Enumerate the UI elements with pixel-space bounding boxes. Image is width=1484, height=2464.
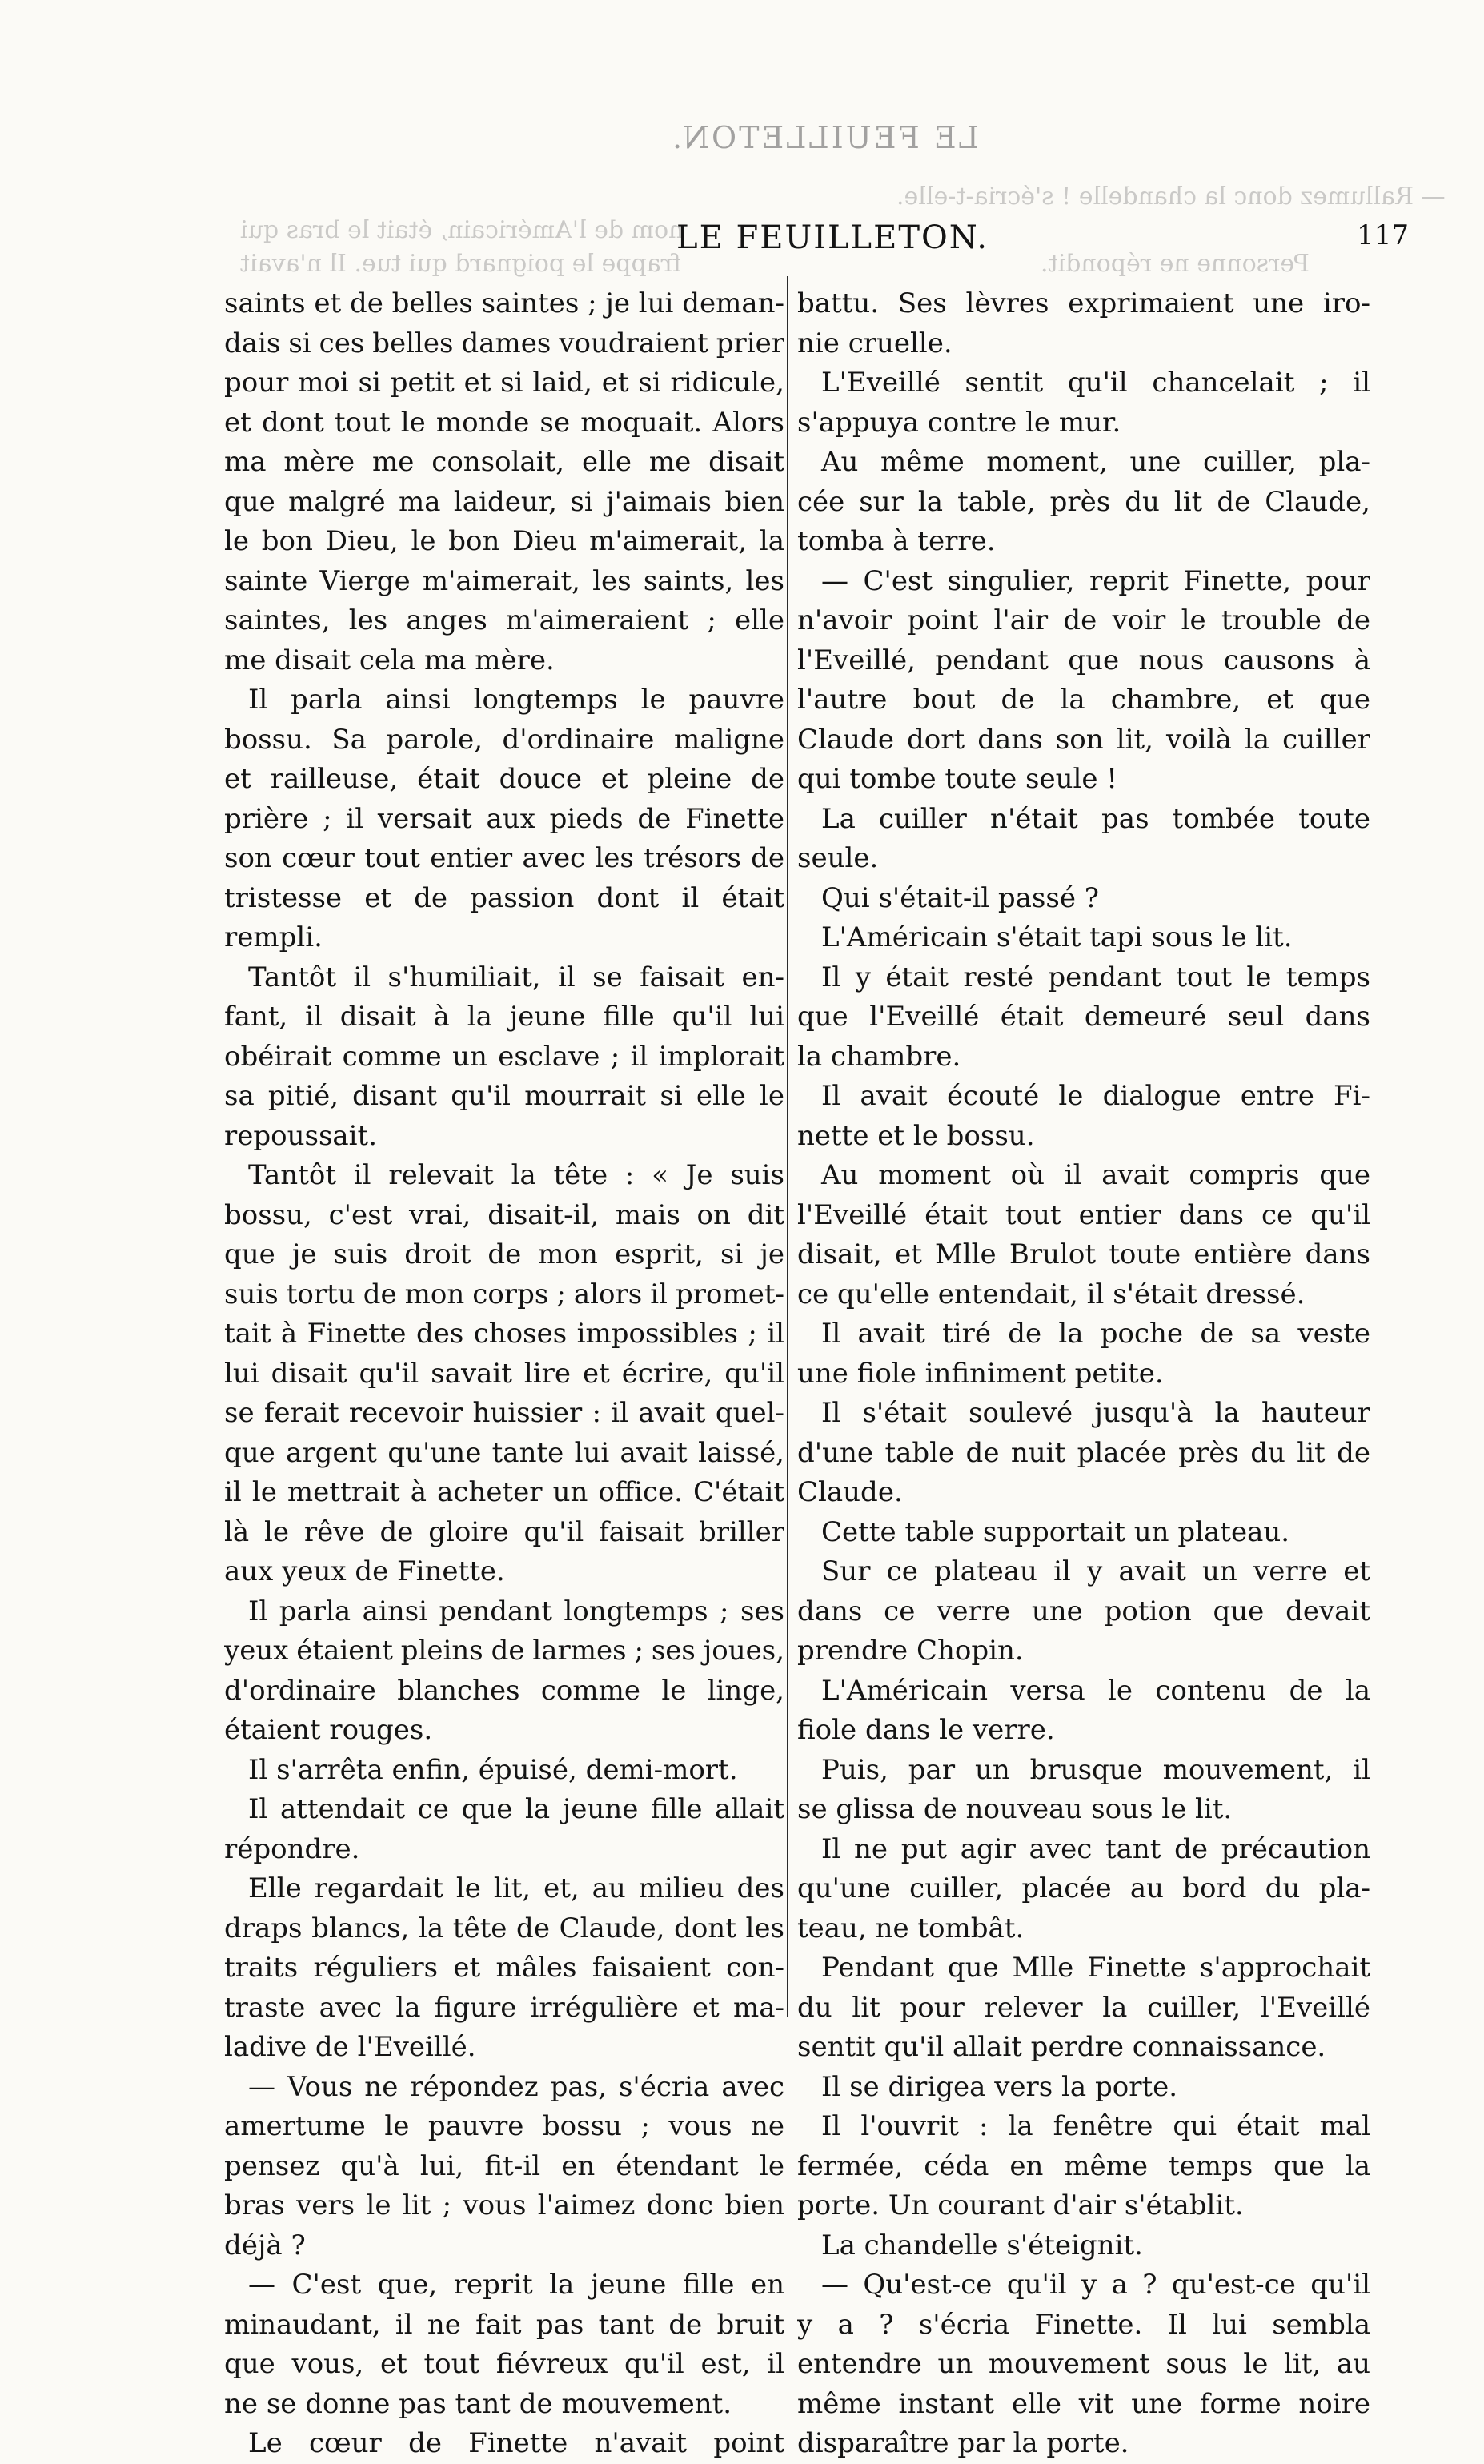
text-line: Il parla ainsi longtemps le pauvre bbox=[248, 684, 784, 716]
text-line: du lit pour relever la cuiller, l'Eveillé bbox=[797, 1991, 1370, 2024]
text-line: Cette table supportait un plateau. bbox=[821, 1515, 1290, 1548]
text-line: Au moment où il avait compris que bbox=[821, 1159, 1370, 1191]
text-line: là le rêve de gloire qu'il faisait briller bbox=[224, 1515, 784, 1548]
text-line: s'appuya contre le mur. bbox=[797, 406, 1121, 439]
text-line: une fiole infiniment petite. bbox=[797, 1357, 1164, 1390]
text-line: fermée, céda en même temps que la bbox=[797, 2149, 1370, 2182]
text-line: Il attendait ce que la jeune fille allait bbox=[248, 1793, 784, 1825]
text-line: d'ordinaire blanches comme le linge, bbox=[224, 1674, 784, 1707]
text-line: Qui s'était-il passé ? bbox=[821, 881, 1099, 914]
text-line: obéirait comme un esclave ; il implorait bbox=[224, 1040, 784, 1073]
page-number: 117 bbox=[1357, 219, 1409, 251]
text-line: tait à Finette des choses impossibles ; il bbox=[224, 1318, 784, 1350]
text-line: dans ce verre une potion que devait bbox=[797, 1595, 1370, 1627]
column-left bbox=[224, 284, 784, 2464]
text-line: se ferait recevoir huissier : il avait quel- bbox=[224, 1397, 784, 1429]
text-line: pensez qu'à lui, fit-il en étendant le bbox=[224, 2149, 784, 2182]
text-line: minaudant, il ne fait pas tant de bruit bbox=[224, 2308, 784, 2341]
text-line: son cœur tout entier avec les trésors de bbox=[224, 842, 784, 874]
text-line: — C'est singulier, reprit Finette, pour bbox=[821, 564, 1370, 597]
text-line: — Qu'est-ce qu'il y a ? qu'est-ce qu'il bbox=[821, 2269, 1370, 2301]
text-line: fiole dans le verre. bbox=[797, 1714, 1055, 1746]
text-line: Claude. bbox=[797, 1476, 903, 1508]
text-line: Sur ce plateau il y avait un verre et bbox=[821, 1555, 1370, 1587]
text-line: y a ? s'écria Finette. Il lui sembla bbox=[797, 2308, 1370, 2341]
text-line: nie cruelle. bbox=[797, 327, 953, 359]
text-line: l'autre bout de la chambre, et que bbox=[797, 684, 1370, 716]
text-line: et railleuse, était douce et pleine de bbox=[224, 763, 784, 795]
text-line: étaient rouges. bbox=[224, 1714, 433, 1746]
text-line: — C'est que, reprit la jeune fille en bbox=[248, 2269, 784, 2301]
text-line: Au même moment, une cuiller, pla- bbox=[821, 446, 1370, 478]
text-line: que vous, et tout fiévreux qu'il est, il bbox=[224, 2348, 784, 2380]
text-line: répondre. bbox=[224, 1832, 360, 1865]
text-line: fant, il disait à la jeune fille qu'il lui bbox=[224, 1001, 784, 1033]
text-line: Claude dort dans son lit, voilà la cuiller bbox=[797, 723, 1370, 756]
text-line: dais si ces belles dames voudraient prier bbox=[224, 327, 784, 359]
page-header: LE FEUILLETON. bbox=[676, 219, 989, 256]
text-line: saintes, les anges m'aimeraient ; elle bbox=[224, 604, 784, 636]
text-line: Pendant que Mlle Finette s'approchait bbox=[821, 1952, 1370, 1984]
text-line: l'Eveillé était tout entier dans ce qu'il bbox=[797, 1198, 1370, 1231]
text-line: prière ; il versait aux pieds de Finette bbox=[224, 802, 784, 835]
text-line: traste avec la figure irrégulière et ma- bbox=[224, 1991, 784, 2024]
text-line: Il y était resté pendant tout le temps bbox=[821, 961, 1370, 993]
text-line: Elle regardait le lit, et, au milieu des bbox=[248, 1872, 784, 1904]
text-line: ce qu'elle entendait, il s'était dressé. bbox=[797, 1278, 1306, 1310]
text-line: déjà ? bbox=[224, 2229, 306, 2261]
text-line: La cuiller n'était pas tombée toute bbox=[821, 802, 1370, 835]
text-line: qu'une cuiller, placée au bord du pla- bbox=[797, 1872, 1370, 1904]
text-line: même instant elle vit une forme noire bbox=[797, 2387, 1370, 2420]
text-line: lui disait qu'il savait lire et écrire, qu'il bbox=[224, 1357, 784, 1390]
text-line: saints et de belles saintes ; je lui deman- bbox=[224, 287, 784, 319]
text-line: amertume le pauvre bossu ; vous ne bbox=[224, 2110, 784, 2142]
text-line: Il ne put agir avec tant de précaution bbox=[821, 1832, 1370, 1865]
bleed-line: nom de l'Américain, était le bras qui bbox=[240, 216, 684, 244]
text-line: — Vous ne répondez pas, s'écria avec bbox=[248, 2070, 784, 2103]
text-line: et dont tout le monde se moquait. Alors bbox=[224, 406, 784, 439]
text-line: Tantôt il s'humiliait, il se faisait en- bbox=[248, 961, 784, 993]
text-line: Il avait écouté le dialogue entre Fi- bbox=[821, 1080, 1370, 1112]
text-line: cée sur la table, près du lit de Claude, bbox=[797, 485, 1370, 518]
text-line: ladive de l'Eveillé. bbox=[224, 2031, 476, 2063]
mirror-header: LE FEUILLETON. bbox=[670, 120, 979, 155]
text-line: tristesse et de passion dont il était bbox=[224, 881, 784, 914]
text-line: bossu, c'est vrai, disait-il, mais on dit bbox=[224, 1198, 784, 1231]
text-line: La chandelle s'éteignit. bbox=[821, 2229, 1143, 2261]
text-line: prendre Chopin. bbox=[797, 1635, 1024, 1667]
text-line: sa pitié, disant qu'il mourrait si elle le bbox=[224, 1080, 784, 1112]
text-line: repoussait. bbox=[224, 1119, 378, 1152]
text-line: yeux étaient pleins de larmes ; ses joues, bbox=[224, 1635, 784, 1667]
bleed-line: Personne ne répondit. bbox=[1041, 250, 1310, 278]
text-line: qui tombe toute seule ! bbox=[797, 763, 1117, 795]
text-line: bossu. Sa parole, d'ordinaire maligne bbox=[224, 723, 784, 756]
text-line: Tantôt il relevait la tête : « Je suis bbox=[248, 1159, 784, 1191]
text-line: draps blancs, la tête de Claude, dont les bbox=[224, 1912, 784, 1944]
text-line: rempli. bbox=[224, 921, 323, 953]
bleed-line: frappe le poignard qui tue. Il n'avait bbox=[240, 250, 682, 278]
text-line: tomba à terre. bbox=[797, 525, 996, 557]
text-line: bras vers le lit ; vous l'aimez donc bien bbox=[224, 2189, 784, 2221]
text-line: d'une table de nuit placée près du lit de bbox=[797, 1436, 1370, 1469]
text-line: Il s'arrêta enfin, épuisé, demi-mort. bbox=[248, 1753, 738, 1786]
text-line: que argent qu'une tante lui avait laissé, bbox=[224, 1436, 784, 1469]
column-right bbox=[797, 284, 1370, 2464]
text-line: L'Eveillé sentit qu'il chancelait ; il bbox=[821, 367, 1370, 399]
text-line: seule. bbox=[797, 842, 879, 874]
text-line: nette et le bossu. bbox=[797, 1119, 1035, 1152]
text-line: l'Eveillé, pendant que nous causons à bbox=[797, 644, 1370, 676]
text-line: sainte Vierge m'aimerait, les saints, les bbox=[224, 564, 784, 597]
text-line: Puis, par un brusque mouvement, il bbox=[821, 1753, 1370, 1786]
text-line: que malgré ma laideur, si j'aimais bien bbox=[224, 485, 784, 518]
text-line: se glissa de nouveau sous le lit. bbox=[797, 1793, 1233, 1825]
text-line: L'Américain versa le contenu de la bbox=[821, 1674, 1370, 1707]
text-line: n'avoir point l'air de voir le trouble de bbox=[797, 604, 1370, 636]
text-line: suis tortu de mon corps ; alors il promet- bbox=[224, 1278, 784, 1310]
text-line: pour moi si petit et si laid, et si ridicule, bbox=[224, 367, 784, 399]
text-line: que je suis droit de mon esprit, si je bbox=[224, 1238, 784, 1270]
text-line: Le cœur de Finette n'avait point bbox=[248, 2427, 784, 2459]
text-line: traits réguliers et mâles faisaient con- bbox=[224, 1952, 784, 1984]
text-line: sentit qu'il allait perdre connaissance. bbox=[797, 2031, 1326, 2063]
text-line: ma mère me consolait, elle me disait bbox=[224, 446, 784, 478]
text-line: teau, ne tombât. bbox=[797, 1912, 1025, 1944]
column-divider bbox=[787, 276, 788, 2017]
text-line: entendre un mouvement sous le lit, au bbox=[797, 2348, 1370, 2380]
text-line: me disait cela ma mère. bbox=[224, 644, 555, 676]
text-line: Il avait tiré de la poche de sa veste bbox=[821, 1318, 1370, 1350]
bleed-line: — Rallumez donc la chandelle ! s'écria-t-elle. bbox=[896, 183, 1446, 211]
text-line: le bon Dieu, le bon Dieu m'aimerait, la bbox=[224, 525, 784, 557]
text-line: Il parla ainsi pendant longtemps ; ses bbox=[248, 1595, 784, 1627]
text-line: aux yeux de Finette. bbox=[224, 1555, 505, 1587]
text-line: battu. Ses lèvres exprimaient une iro- bbox=[797, 287, 1370, 319]
text-line: disparaître par la porte. bbox=[797, 2427, 1129, 2459]
text-line: porte. Un courant d'air s'établit. bbox=[797, 2189, 1244, 2221]
text-line: il le mettrait à acheter un office. C'était bbox=[224, 1476, 784, 1508]
text-line: Il s'était soulevé jusqu'à la hauteur bbox=[821, 1397, 1370, 1429]
text-line: que l'Eveillé était demeuré seul dans bbox=[797, 1001, 1370, 1033]
text-line: la chambre. bbox=[797, 1040, 961, 1073]
text-line: L'Américain s'était tapi sous le lit. bbox=[821, 921, 1293, 953]
text-line: disait, et Mlle Brulot toute entière dans bbox=[797, 1238, 1370, 1270]
text-line: Il se dirigea vers la porte. bbox=[821, 2070, 1178, 2103]
text-line: Il l'ouvrit : la fenêtre qui était mal bbox=[821, 2110, 1370, 2142]
text-line: ne se donne pas tant de mouvement. bbox=[224, 2387, 732, 2420]
